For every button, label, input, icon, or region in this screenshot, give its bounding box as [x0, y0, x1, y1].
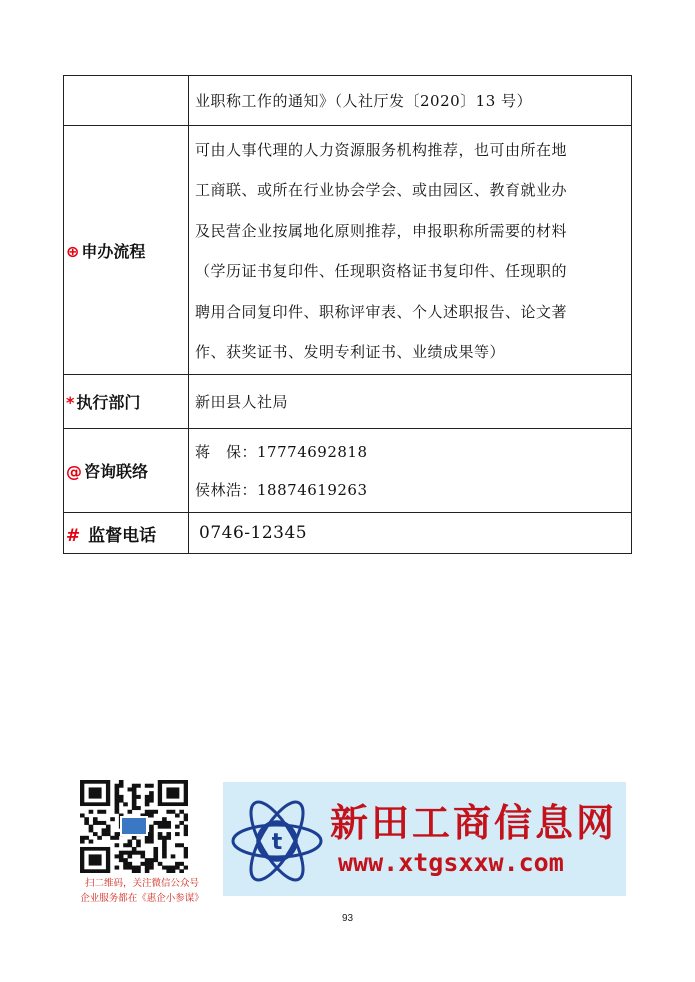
process-line: 可由人事代理的人力资源服务机构推荐，也可由所在地 [195, 140, 568, 159]
contact-entry [195, 433, 627, 471]
hash-icon: # [66, 525, 81, 546]
table-row [64, 76, 632, 126]
info-table [63, 75, 632, 554]
label-text: 执行部门 [76, 393, 141, 412]
website-banner [223, 782, 626, 896]
page-number: 93 [341, 913, 354, 924]
circled-plus-icon: ⊕ [66, 241, 80, 261]
row-label-supervision [64, 513, 189, 554]
process-line: 工商联、或所在行业协会学会、或由园区、教育就业办 [195, 181, 568, 199]
row-label-department [64, 375, 189, 429]
process-line: （学历证书复印件、任现职资格证书复印件、任现职的 [195, 262, 568, 280]
atom-logo-icon [229, 785, 325, 893]
qr-code-icon [80, 780, 188, 873]
process-line: 及民营企业按属地化原则推荐，申报职称所需要的材料 [195, 221, 568, 240]
supervision-phone: 0746-12345 [189, 513, 632, 554]
banner-title: 新田工商信息网 [330, 800, 618, 845]
table-row [64, 513, 632, 554]
row-label-contact [64, 429, 189, 513]
label-text: 申办流程 [81, 241, 146, 261]
empty-label-cell [64, 76, 189, 126]
asterisk-icon: * [66, 393, 75, 412]
notice-continuation-text: 业职称工作的通知》（人社厅发〔2020〕13 号） [189, 76, 632, 126]
banner-url: www.xtgsxxw.com [338, 848, 564, 877]
contact-phone: 17774692818 [257, 442, 368, 461]
at-sign-icon: @ [66, 462, 82, 481]
process-line: 聘用合同复印件、职称评审表、个人述职报告、论文著 [195, 302, 568, 321]
contact-phone: 18874619263 [257, 480, 368, 499]
department-value: 新田县人社局 [189, 375, 632, 429]
table-row [64, 126, 632, 375]
table-row [64, 375, 632, 429]
contact-entry [195, 471, 627, 509]
process-line: 作、获奖证书、发明专利证书、业绩成果等） [195, 343, 506, 361]
row-label-process [64, 126, 189, 375]
label-text: 咨询联络 [84, 462, 149, 481]
qr-caption-line: 扫二维码，关注微信公众号 [84, 878, 199, 889]
contact-name: 侯林浩： [195, 480, 258, 499]
svg-text:t: t [271, 830, 283, 855]
label-text: 监督电话 [88, 525, 157, 546]
contact-name: 蒋 保： [195, 442, 258, 461]
contact-list [189, 429, 632, 513]
qr-caption [62, 876, 222, 906]
qr-code [80, 780, 188, 873]
process-description [189, 126, 632, 375]
table-row [64, 429, 632, 513]
qr-caption-line: 企业服务都在《惠企小参谋》 [80, 893, 204, 904]
